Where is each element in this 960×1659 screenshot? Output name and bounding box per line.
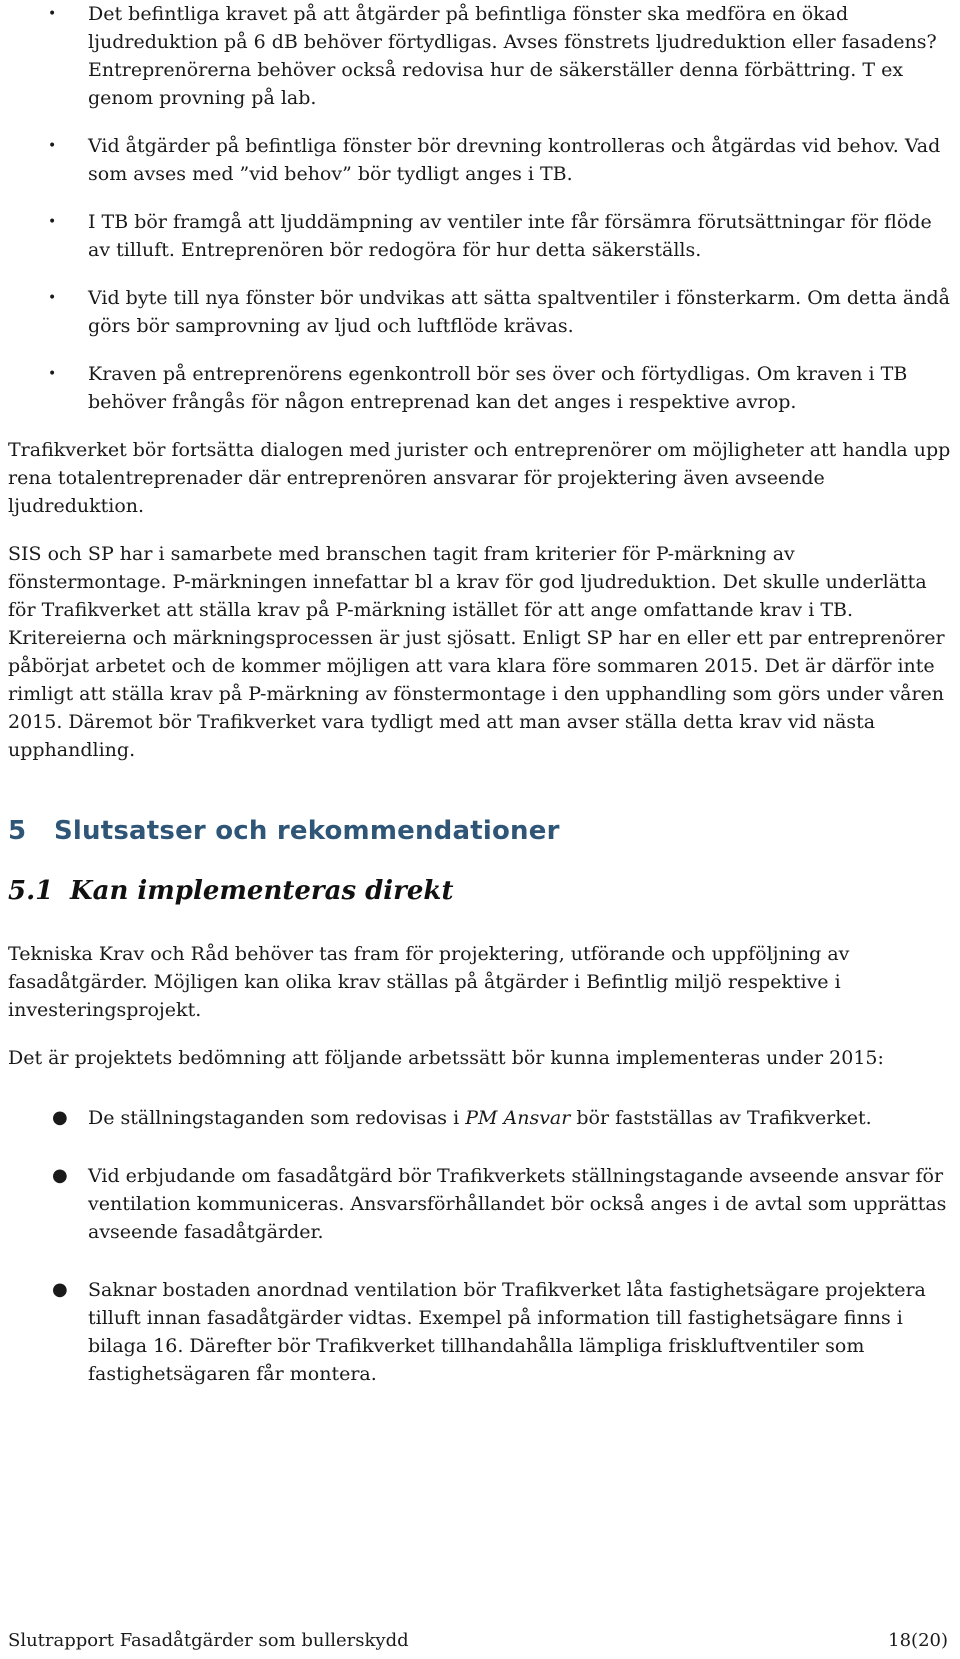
paragraph-assessment: Det är projektets bedömning att följande arbetssätt bör kunna implementeras under 2015: [8,1047,884,1069]
list-item [8,208,953,264]
page-number: 18(20) [888,1630,948,1651]
list-item [8,360,953,416]
bullet-icon: • [48,138,57,154]
section-heading [8,816,953,846]
footer-title: Slutrapport Fasadåtgärder som bullerskydd [8,1630,409,1651]
bullet-icon: ● [52,1165,68,1186]
list-item [8,132,953,188]
section-number: 5 [8,816,27,846]
paragraph-dialogue: Trafikverket bör fortsätta dialogen med jurister och entreprenörer om möjligheter att handla upp rena totalentreprenader där entreprenören ansvarar för projektering även avseende ljudreduktion. [8,439,951,517]
list-item-text-after: bör fastställas av Trafikverket. [570,1107,872,1129]
subsection-number: 5.1 [8,876,54,906]
list-item-text: Vid erbjudande om fasadåtgärd bör Trafikverkets ställningstagande avseende ansvar för ventilation kommuniceras. Ansvarsförhållandet bör också anges i de avtal som upprättas avseende fasadåtgärder. [88,1165,947,1243]
list-item-text-before: De ställningstaganden som redovisas i [88,1107,466,1129]
bullet-icon: • [48,6,57,22]
bullet-icon: • [48,214,57,230]
document-reference: PM Ansvar [465,1107,571,1129]
list-item-text: Saknar bostaden anordnad ventilation bör Trafikverket låta fastighetsägare projektera tilluft innan fasadåtgärder vidtas. Exempel på information till fastighetsägare finns i bilaga 16. Därefter bör Trafikverket tillhandahålla lämpliga friskluftventiler som fastighetsägaren får montera. [88,1279,926,1385]
page-footer [8,1630,948,1651]
bullet-icon: • [48,290,57,306]
list-item-text: Det befintliga kravet på att åtgärder på befintliga fönster ska medföra en ökad ljudreduktion på 6 dB behöver förtydligas. Avses fönstrets ljudreduktion eller fasadens? Entreprenörerna behöver också redovisa hur de säkerställer denna förbättring. T ex genom provning på lab. [88,3,937,109]
bullet-icon: ● [52,1279,68,1300]
list-item [8,284,953,340]
paragraph-technical-requirements: Tekniska Krav och Råd behöver tas fram för projektering, utförande och uppföljning av fasadåtgärder. Möjligen kan olika krav ställas på åtgärder i Befintlig miljö respektive i investeringsprojekt. [8,943,850,1021]
bullet-icon: • [48,366,57,382]
list-item-text: Vid åtgärder på befintliga fönster bör drevning kontrolleras och åtgärdas vid behov. Vad som avses med ”vid behov” bör tydligt anges i TB. [88,135,941,185]
list-item [8,1162,953,1246]
section-title: Slutsatser och rekommendationer [54,816,560,846]
paragraph-p-marking: SIS och SP har i samarbete med branschen tagit fram kriterier för P-märkning av fönstermontage. P-märkningen innefattar bl a krav för god ljudreduktion. Det skulle underlätta för Trafikverket att ställa krav på P-märkning istället för att ange omfattande krav i TB. Kritereierna och märkningsprocessen är just sjösatt. Enligt SP har en eller ett par entreprenörer påbörjat arbetet och de kommer möjligen att vara klara före sommaren 2015. Det är därför inte rimligt att ställa krav på P-märkning av fönstermontage i den upphandling som görs under våren 2015. Däremot bör Trafikverket vara tydligt med att man avser ställa detta krav vid nästa upphandling. [8,543,945,761]
list-item-text: Kraven på entreprenörens egenkontroll bör ses över och förtydligas. Om kraven i TB behöver frångås för någon entreprenad kan det anges i respektive avrop. [88,363,908,413]
subsection-heading [8,876,953,906]
list-item [8,1104,953,1132]
recommendation-bullet-list [8,0,953,416]
list-item [8,1276,953,1388]
implementation-bullet-list [8,1104,953,1388]
list-item-text: I TB bör framgå att ljuddämpning av ventiler inte får försämra förutsättningar för flöde av tilluft. Entreprenören bör redogöra för hur detta säkerställs. [88,211,932,261]
document-page [8,0,953,1418]
subsection-title: Kan implementeras direkt [70,876,454,906]
bullet-icon: ● [52,1107,68,1128]
list-item-text: Vid byte till nya fönster bör undvikas att sätta spaltventiler i fönsterkarm. Om detta ändå görs bör samprovning av ljud och luftflöde krävas. [88,287,950,337]
list-item [8,0,953,112]
